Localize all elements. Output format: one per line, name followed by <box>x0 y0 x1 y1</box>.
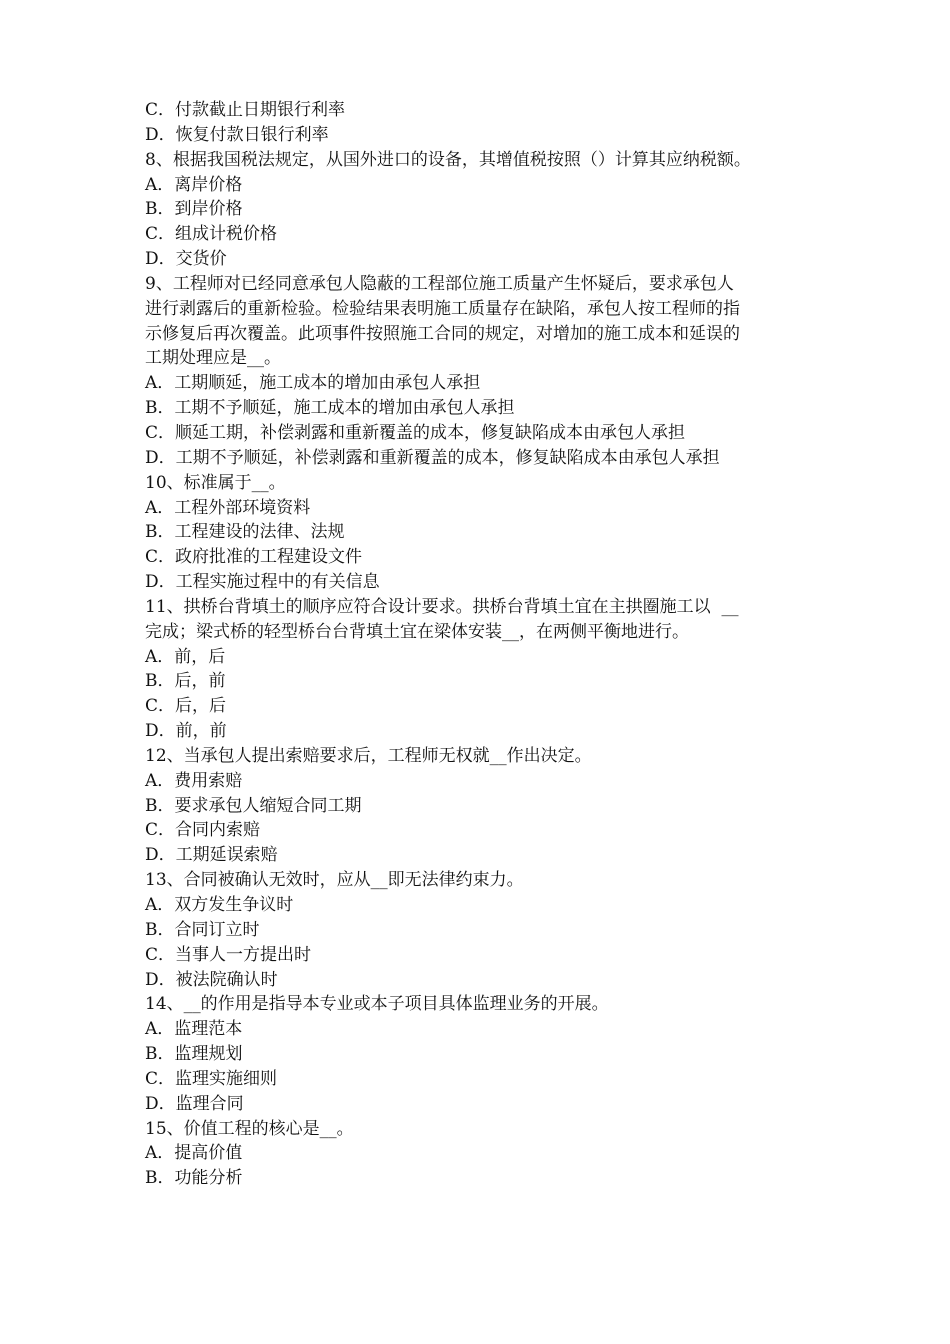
option-d-q14: D．监理合同 <box>145 1093 244 1114</box>
option-c-q9: C．顺延工期，补偿剥露和重新覆盖的成本，修复缺陷成本由承包人承担 <box>145 422 686 443</box>
option-a-q12: A．费用索赔 <box>145 770 243 791</box>
question-9-line-3: 示修复后再次覆盖。此项事件按照施工合同的规定，对增加的施工成本和延误的 <box>145 323 740 344</box>
question-11-line-2: 完成；梁式桥的轻型桥台台背填土宜在梁体安装__，在两侧平衡地进行。 <box>145 621 689 642</box>
option-b-q14: B．监理规划 <box>145 1044 243 1065</box>
option-c-q11: C．后，后 <box>145 696 227 717</box>
option-a-q10: A．工程外部环境资料 <box>145 497 311 518</box>
option-c-q14: C．监理实施细则 <box>145 1068 278 1089</box>
option-d-q12: D．工期延误索赔 <box>145 845 278 866</box>
question-15: 15、价值工程的核心是__。 <box>145 1118 354 1139</box>
option-c-q8: C．组成计税价格 <box>145 224 278 245</box>
option-a-q11: A．前，后 <box>145 646 226 667</box>
option-c-q7: C．付款截止日期银行利率 <box>145 100 346 120</box>
question-9-line-4: 工期处理应是__。 <box>145 348 281 369</box>
question-13: 13、合同被确认无效时，应从__即无法律约束力。 <box>145 870 524 891</box>
option-a-q14: A．监理范本 <box>145 1019 243 1040</box>
option-c-q13: C．当事人一方提出时 <box>145 944 312 965</box>
option-d-q7: D．恢复付款日银行利率 <box>145 124 329 145</box>
option-d-q13: D．被法院确认时 <box>145 969 278 990</box>
option-d-q10: D．工程实施过程中的有关信息 <box>145 572 380 593</box>
option-b-q10: B．工程建设的法律、法规 <box>145 522 345 543</box>
option-b-q13: B．合同订立时 <box>145 919 260 940</box>
question-9-line-1: 9、工程师对已经同意承包人隐蔽的工程部位施工质量产生怀疑后，要求承包人 <box>145 273 734 294</box>
option-b-q9: B．工期不予顺延，施工成本的增加由承包人承担 <box>145 398 515 419</box>
option-c-q10: C．政府批准的工程建设文件 <box>145 547 363 568</box>
question-11-line-1: 11、拱桥台背填土的顺序应符合设计要求。拱桥台背填土宜在主拱圈施工以 __ <box>145 596 739 617</box>
question-8: 8、根据我国税法规定，从国外进口的设备，其增值税按照（）计算其应纳税额。 <box>145 149 751 170</box>
question-12: 12、当承包人提出索赔要求后，工程师无权就__作出决定。 <box>145 745 592 766</box>
option-b-q8: B．到岸价格 <box>145 199 243 220</box>
question-9-line-2: 进行剥露后的重新检验。检验结果表明施工质量存在缺陷，承包人按工程师的指 <box>145 298 740 319</box>
option-d-q11: D．前，前 <box>145 721 227 742</box>
option-b-q15: B．功能分析 <box>145 1168 243 1189</box>
option-a-q13: A．双方发生争议时 <box>145 895 294 915</box>
option-b-q11: B．后，前 <box>145 671 226 692</box>
document-body <box>145 98 815 1191</box>
option-d-q8: D．交货价 <box>145 249 227 270</box>
option-b-q12: B．要求承包人缩短合同工期 <box>145 795 362 816</box>
option-c-q12: C．合同内索赔 <box>145 820 261 841</box>
question-14: 14、__的作用是指导本专业或本子项目具体监理业务的开展。 <box>145 994 609 1015</box>
option-a-q8: A．离岸价格 <box>145 174 243 195</box>
option-d-q9: D．工期不予顺延，补偿剥露和重新覆盖的成本，修复缺陷成本由承包人承担 <box>145 447 720 468</box>
question-10: 10、标准属于__。 <box>145 472 286 493</box>
option-a-q9: A．工期顺延，施工成本的增加由承包人承担 <box>145 373 481 394</box>
option-a-q15: A．提高价值 <box>145 1143 243 1164</box>
